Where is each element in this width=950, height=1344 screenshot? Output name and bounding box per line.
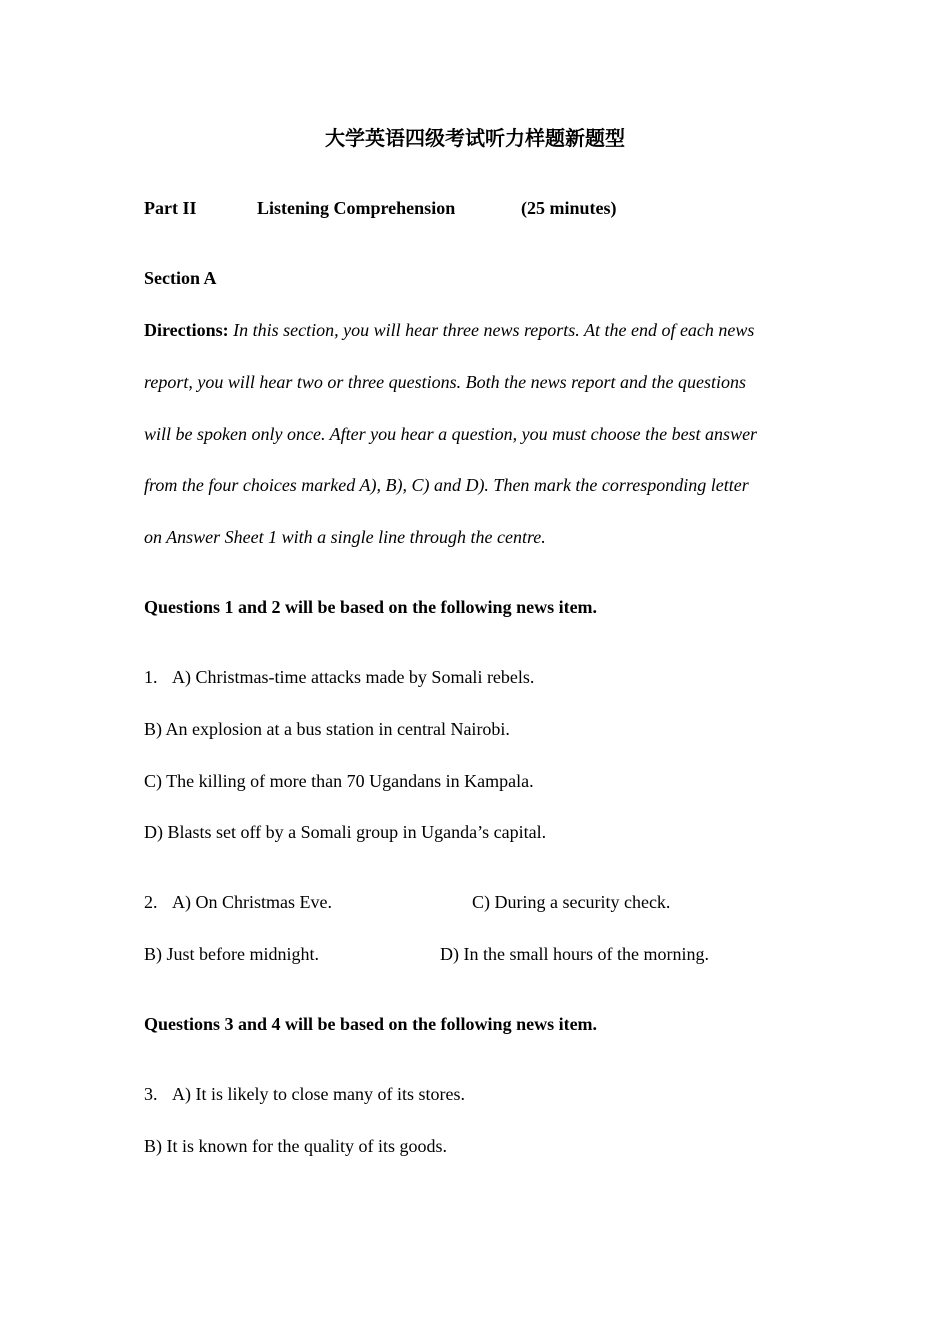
question-1-option-a [144, 665, 534, 689]
part-label: Part II [144, 198, 197, 218]
question-3-option-a [144, 1082, 465, 1106]
option-text: A) It is likely to close many of its stores. [172, 1084, 465, 1104]
question-1-option-b: B) An explosion at a bus station in central Nairobi. [144, 719, 510, 739]
question-2-option-c: C) During a security check. [472, 892, 671, 912]
question-1-option-d: D) Blasts set off by a Somali group in Uganda’s capital. [144, 822, 547, 842]
directions-line-1 [144, 318, 754, 342]
question-number: 3. [144, 1084, 158, 1104]
part-name: Listening Comprehension [257, 198, 456, 218]
question-group-heading-1: Questions 1 and 2 will be based on the following news item. [144, 597, 598, 617]
question-2-option-a [144, 890, 332, 914]
directions-label: Directions: [144, 320, 229, 340]
part-time: (25 minutes) [521, 198, 617, 218]
question-2-option-b: B) Just before midnight. [144, 944, 319, 964]
directions-text: In this section, you will hear three news reports. At the end of each news [233, 320, 755, 340]
question-number: 2. [144, 892, 158, 912]
directions-line-5: on Answer Sheet 1 with a single line through the centre. [144, 527, 546, 547]
section-heading: Section A [144, 268, 217, 288]
question-number: 1. [144, 667, 158, 687]
directions-line-3: will be spoken only once. After you hear a question, you must choose the best answer [144, 424, 758, 444]
directions-line-4: from the four choices marked A), B), C) and D). Then mark the corresponding letter [144, 475, 749, 495]
option-text: A) On Christmas Eve. [172, 892, 332, 912]
directions-line-2: report, you will hear two or three questions. Both the news report and the questions [144, 372, 746, 392]
question-1-option-c: C) The killing of more than 70 Ugandans in Kampala. [144, 771, 534, 791]
option-text: A) Christmas-time attacks made by Somali rebels. [172, 667, 535, 687]
page-title: 大学英语四级考试听力样题新题型 [325, 126, 625, 150]
question-3-option-b: B) It is known for the quality of its goods. [144, 1136, 447, 1156]
question-2-option-d: D) In the small hours of the morning. [440, 944, 709, 964]
question-group-heading-2: Questions 3 and 4 will be based on the following news item. [144, 1014, 598, 1034]
